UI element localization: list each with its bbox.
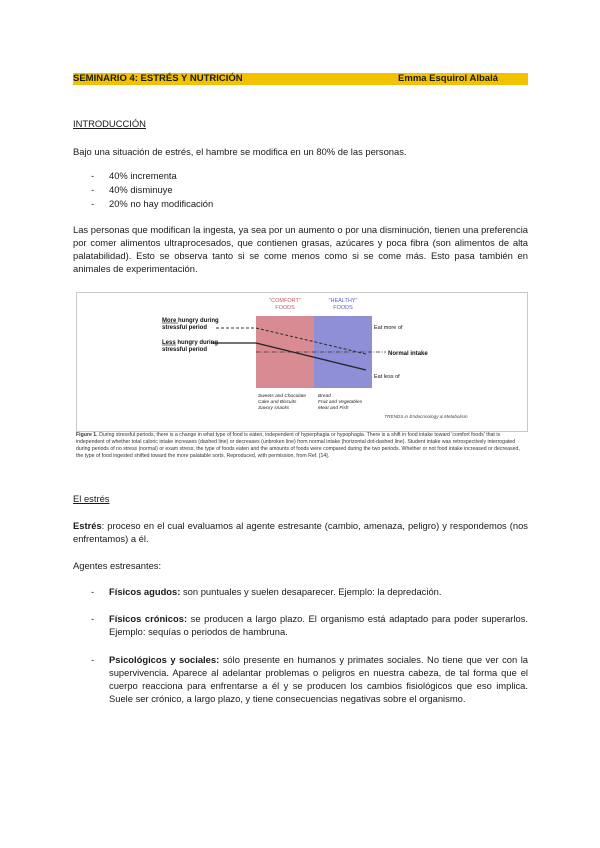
stress-term: Estrés	[73, 520, 102, 531]
intro-heading: INTRODUCCIÓN	[73, 118, 146, 129]
agent-term: Físicos crónicos:	[109, 613, 188, 624]
comfort-label-1: "COMFORT"	[269, 298, 301, 304]
healthy-label-1: "HEALTHY"	[328, 298, 358, 304]
agent-text: son puntuales y suelen desaparecer. Ejemplo: la depredación.	[180, 586, 442, 597]
list-item: 40% disminuye	[109, 184, 173, 195]
healthy-item: Bread	[318, 394, 331, 399]
stress-heading: El estrés	[73, 493, 110, 504]
header-bar	[73, 73, 528, 85]
stress-food-figure	[76, 292, 528, 432]
list-dash: -	[91, 198, 95, 209]
agent-term: Físicos agudos:	[109, 586, 181, 597]
agent-text: se producen a largo plazo. El organismo está adaptado para poder superarlos. Ejemplo: sequías o periodos de hambruna.	[109, 613, 529, 637]
seminar-title: SEMINARIO 4: ESTRÉS Y NUTRICIÓN	[73, 73, 243, 84]
agent-text: sólo presente en humanos y primates sociales. No tiene que ver con la supervivencia. Aparece al adelantar problemas o peligros en nuestra cabeza, de tal forma que el cuerpo reacciona para enfrentarse a él y se producen los cambios fisiológicos que eso implica. Suele ser crónico, a largo plazo, y tiene consecuencias negativas sobre el organismo.	[109, 654, 528, 704]
author-name: Emma Esquirol Albalá	[398, 73, 498, 84]
comfort-item: Savory snacks	[258, 406, 290, 411]
intro-paragraph-2: Las personas que modifican la ingesta, ya sea por un aumento o por una disminución, tienen una preferencia por comer alimentos ultraprocesados, que contienen grasas, azúcares y poca fibra (son alimentos de alta palatabilidad). Esto se observa tanto si se come menos como si se come más. Esto pasa también en animales de experimentación.	[73, 224, 528, 274]
list-dash: -	[91, 586, 95, 597]
agents-intro: Agentes estresantes:	[73, 560, 162, 571]
stress-definition	[73, 519, 528, 545]
figure-caption-text: During stressful periods, there is a change in what type of food is eaten, independent of hyperphagia or hypophagia. There is a shift in food intake toward 'comfort foods' that is independent of whether total caloric intake increases (dashed line) or decreases (unbroken line) from normal intake (horizontal dot-dashed line). Student intake was retrospectively interrogated during periods of no stress (normal) or exam stress; the type of foods eaten and the amounts of foods were compared during the two periods. Whether or not food intake increased or decreased, the type of food ingested shifted toward the more palatable sorts. Reproduced, with permission, from Ref. [14].	[76, 432, 520, 459]
more-hungry-label-2: stressful period	[162, 325, 208, 331]
list-dash: -	[91, 654, 95, 665]
figure-caption-label: Figure 1.	[76, 432, 98, 438]
list-dash: -	[91, 184, 95, 195]
agent-item-chronic	[109, 612, 528, 638]
less-hungry-label-1: Less hungry during	[162, 340, 219, 346]
less-hungry-label-2: stressful period	[162, 347, 208, 353]
list-dash: -	[91, 613, 95, 624]
list-item: 20% no hay modificación	[109, 198, 214, 209]
healthy-label-2: FOODS	[333, 305, 353, 311]
intro-paragraph-1: Bajo una situación de estrés, el hambre se modifica en un 80% de las personas.	[73, 146, 407, 157]
comfort-item: Sweets and Chocolate	[258, 394, 306, 399]
agent-term: Psicológicos y sociales:	[109, 654, 220, 665]
healthy-item: Fruit and Vegetables	[318, 400, 363, 405]
agent-item-psychological	[109, 653, 528, 705]
list-dash: -	[91, 170, 95, 181]
eat-more-label: Eat more of	[374, 325, 403, 331]
stress-definition-text: : proceso en el cual evaluamos al agente estresante (cambio, amenaza, peligro) y respondemos (nos enfrentamos) a él.	[73, 520, 528, 544]
comfort-label-2: FOODS	[275, 305, 295, 311]
figure-source: TRENDS in Endocrinology & Metabolism	[384, 414, 468, 419]
more-hungry-label-1: More hungry during	[162, 318, 219, 324]
eat-less-label: Eat less of	[374, 374, 400, 380]
figure-caption	[76, 432, 528, 460]
normal-intake-label: Normal intake	[388, 351, 428, 357]
healthy-item: Meat and Fish	[318, 406, 349, 411]
list-item: 40% incrementa	[109, 170, 177, 181]
agent-item-acute	[109, 585, 528, 598]
comfort-item: Cake and Biscuits	[258, 400, 297, 405]
